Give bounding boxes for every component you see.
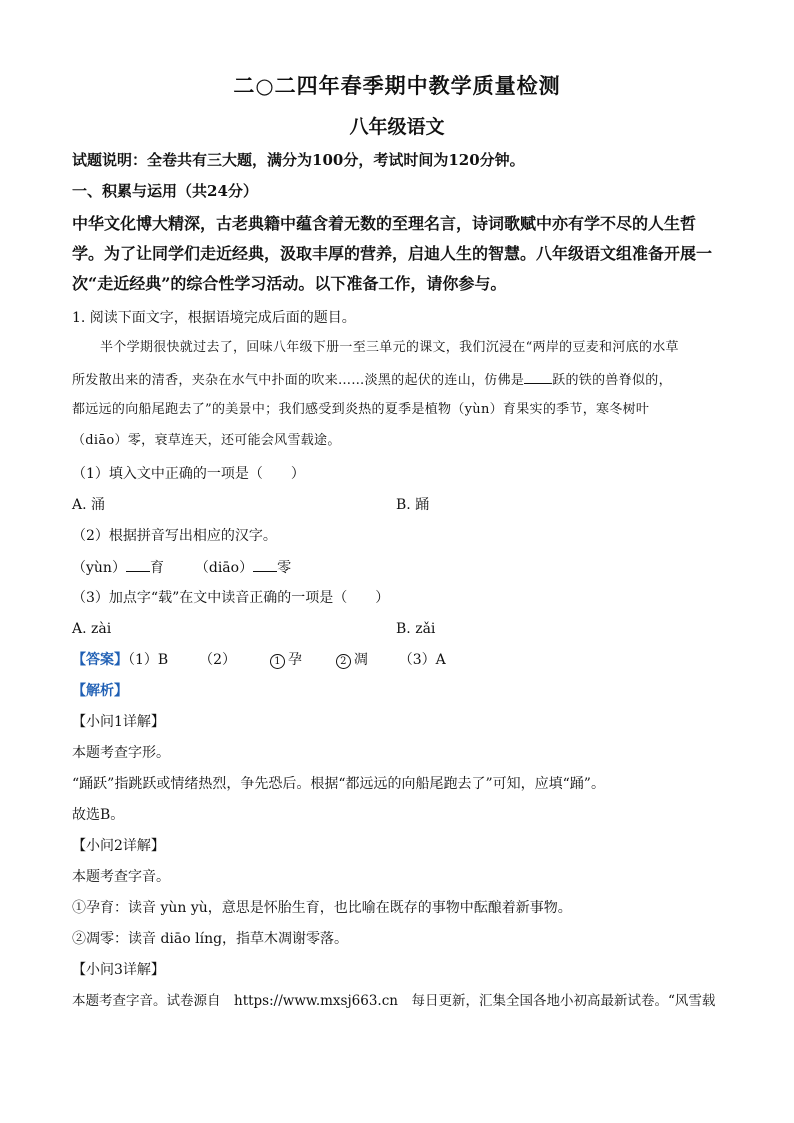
section-heading: 一、积累与运用（共24分） — [72, 182, 258, 200]
detail-1-line-3: 故选B。 — [72, 807, 125, 823]
blank-diao — [253, 557, 277, 572]
page-subtitle: 八年级语文 — [349, 116, 445, 138]
sub-question-3-option-a: A. zài — [72, 621, 112, 637]
detail-3-heading: 【小问3详解】 — [72, 962, 165, 978]
answer-part-2: （2） — [199, 652, 237, 668]
detail-2-heading: 【小问2详解】 — [72, 838, 165, 854]
passage-line-3: 都远远的向船尾跑去了”的美景中；我们感受到炎热的夏季是植物（yùn）育果实的季节，寒冬树叶 — [72, 402, 650, 417]
analysis-label: 【解析】 — [72, 683, 128, 699]
intro-line-2: 学。为了让同学们走近经典，汲取丰厚的营养，启迪人生的智慧。八年级语文组准备开展一 — [72, 244, 713, 263]
detail-1-heading: 【小问1详解】 — [72, 714, 165, 730]
answer-part-3: （3）A — [398, 652, 446, 668]
word-ling: 零 — [277, 560, 292, 576]
passage-line-2 — [72, 369, 672, 391]
instructions: 试题说明：全卷共有三大题，满分为100分，考试时间为120分钟。 — [72, 151, 525, 169]
page-title: 二○二四年春季期中教学质量检测 — [233, 73, 561, 98]
circled-number-1: 1 — [270, 654, 285, 669]
blank-yun — [126, 557, 150, 572]
circled-number-2: 2 — [336, 654, 351, 669]
detail-3-line-1: 本题考查字音。试卷源自 https://www.mxsj663.cn 每日更新，汇集全国各地小初高最新试卷。“风雪载 — [72, 993, 716, 1009]
sub-question-1-stem: （1）填入文中正确的一项是（ ） — [72, 466, 305, 482]
detail-1-line-2: “踊跃”指跳跃或情绪热烈，争先恐后。根据“都远远的向船尾跑去了”可知，应填“踊”。 — [72, 776, 605, 792]
answer-line — [72, 650, 446, 670]
sub-question-3-stem: （3）加点字“载”在文中读音正确的一项是（ ） — [72, 590, 390, 606]
pinyin-diao: （diāo） — [194, 560, 254, 576]
intro-line-3: 次“走近经典”的综合性学习活动。以下准备工作，请你参与。 — [72, 274, 507, 293]
detail-2-line-1: 本题考查字音。 — [72, 869, 170, 885]
sub-question-2-blanks — [72, 557, 291, 578]
passage-line-4: （diāo）零，衰草连天，还可能会风雪载途。 — [72, 433, 341, 448]
intro-line-1: 中华文化博大精深，古老典籍中蕴含着无数的至理名言，诗词歌赋中亦有学不尽的人生哲 — [72, 214, 697, 233]
passage-line-2a: 所发散出来的清香，夹杂在水气中扑面的吹来……淡黑的起伏的连山，仿佛是 — [72, 373, 525, 388]
passage-line-2b: 跃的铁的兽脊似的， — [552, 373, 672, 388]
question-1-stem: 1. 阅读下面文字，根据语境完成后面的题目。 — [72, 310, 356, 326]
answer-label: 【答案】 — [72, 652, 128, 668]
answer-part-1: （1）B — [128, 652, 169, 668]
sub-question-3-option-b: B. zǎi — [396, 621, 436, 637]
sub-question-1-option-b: B. 踊 — [396, 497, 430, 513]
detail-2-line-3: ②凋零：读音 diāo líng，指草木凋谢零落。 — [72, 931, 349, 947]
passage-line-1: 半个学期很快就过去了，回味八年级下册一至三单元的课文，我们沉浸在“两岸的豆麦和河底的水草 — [100, 340, 679, 355]
pinyin-yun: （yùn） — [72, 560, 126, 576]
answer-char-1: 孕 — [287, 652, 302, 668]
fill-blank — [524, 369, 552, 384]
detail-1-line-1: 本题考查字形。 — [72, 745, 170, 761]
answer-char-2: 凋 — [353, 652, 368, 668]
sub-question-2-stem: （2）根据拼音写出相应的汉字。 — [72, 528, 277, 544]
detail-2-line-2: ①孕育：读音 yùn yù，意思是怀胎生育，也比喻在既存的事物中酝酿着新事物。 — [72, 900, 572, 916]
word-yu: 育 — [149, 560, 164, 576]
sub-question-1-option-a: A. 涌 — [72, 497, 106, 513]
